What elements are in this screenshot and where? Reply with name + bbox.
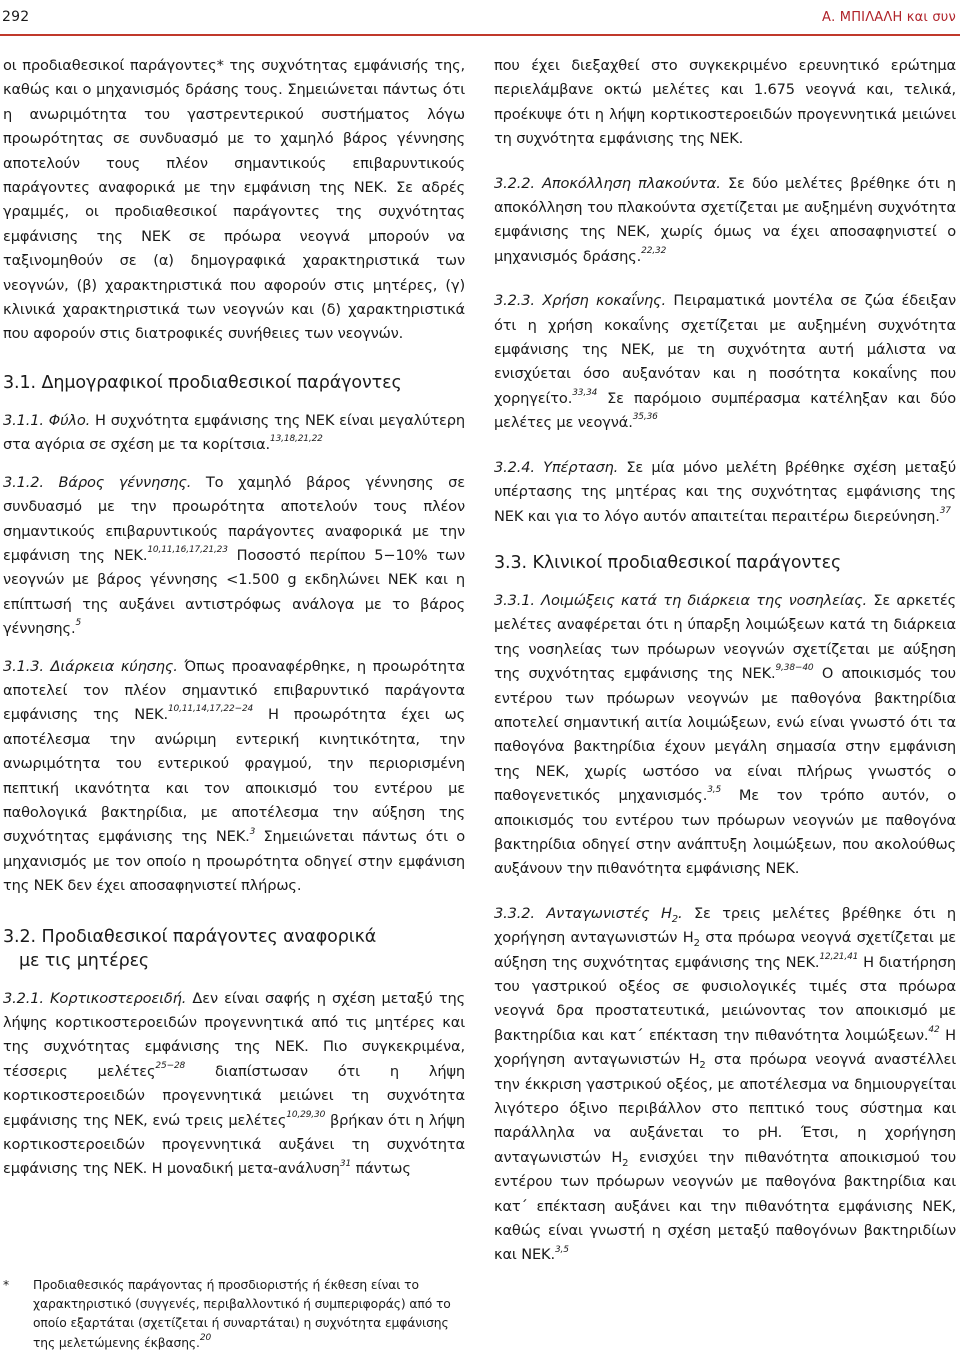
text-3-2-1c: βρήκαν ότι η λήψη κορτικοστεροειδών προγεννητικά αυξάνει τη συχνότητα εμφάνισης της ΝΕΚ. Η μοναδική μετα-ανάλυση <box>3 1111 465 1178</box>
citation: 12,21,41 <box>819 951 859 962</box>
citation: 33,34 <box>572 388 598 399</box>
paragraph-3-2-4 <box>494 456 956 529</box>
text-3-3-1b: Ο αποικισμός του εντέρου των πρόωρων νεογνών με παθογόνα βακτηρίδια αποτελεί σημαντική αιτία λοιμώξεων, ενώ είναι γνωστό ότι τα παθογόνα βακτηρίδια έχουν μεγάλη σημασία στην εμφάνιση της ΝΕΚ, χωρίς ωστόσο να είναι πλήρως γνωστός ο παθογενετικός μηχανισμός. <box>494 665 956 805</box>
section-heading-3-2-line1: 3.2. Προδιαθεσικοί παράγοντες αναφορικά <box>3 926 377 947</box>
header-rule <box>0 34 960 36</box>
citation: 10,11,14,17,22−24 <box>167 704 254 715</box>
footnote-body: Προδιαθεσικός παράγοντας ή προσδιοριστής ή έκθεση είναι το χαρακτηριστικό (συγγενές, περιβαλλοντικό ή συμπεριφοράς) από το οποίο εξαρτάται (σχετίζεται ή συναρτάται) η συχνότητα εμφάνισης της μελετώμενης έκβασης. <box>33 1278 451 1350</box>
paragraph-3-2-1 <box>3 987 465 1182</box>
citation: 37 <box>939 505 951 516</box>
section-heading-3-2 <box>3 925 465 973</box>
paragraph-3-3-2 <box>494 902 956 1268</box>
text-3-2-3a: Πειραματικά μοντέλα σε ζώα έδειξαν ότι η χρήση κοκαΐνης σχετίζεται με αυξημένη συχνότητα εμφάνισης της ΝΕΚ, με τη συχνότητα αυτή μάλιστα να ενισχύεται όσο αυξανόταν και η ποσότητα κοκαΐνης που χορηγείτο. <box>494 292 956 407</box>
section-heading-3-3: 3.3. Κλινικοί προδιαθεσικοί παράγοντες <box>494 552 842 573</box>
footnote <box>3 1276 465 1353</box>
intro-text-2: Σε αδρές γραμμές, οι προδιαθεσικοί παράγοντες της συχνότητας εμφάνισης της ΝΕΚ σε πρόωρα νεογνά μπορούν να ταξινομηθούν σε (α) δημογραφικά χαρακτηριστικά των νεογνών, (β) χαρακτηριστικά που αφορούν στις μητέρες, (γ) κλινικά χαρακτηριστικά των νεογνών και (δ) χαρακτηριστικά που αφορούν στις διατροφικές συνήθειες των νεογνών. <box>3 179 465 343</box>
citation: 5 <box>75 618 82 629</box>
text-3-2-3b: Σε παρόμοιο συμπέρασμα κατέληξαν και δύο μελέτες με νεογνά. <box>494 389 956 432</box>
paragraph-3-1-1 <box>3 409 465 458</box>
text-3-3-2e: στα πρόωρα νεογνά αναστέλλει την έκκριση γαστρικού οξέος, με αποτέλεσμα να δημιουργείται λιγότερο όξινο περιβάλλον στο πεπτικό τους σύστημα και παράλληλα να αυξάνεται το pH. Έτσι, η χορήγηση ανταγωνιστών Η <box>494 1051 956 1166</box>
citation: 13,18,21,22 <box>270 434 323 445</box>
text-3-3-2f: ενισχύει την πιθανότητα αποικισμού του εντέρου των πρόωρων νεογνών με παθογόνα βακτηρίδια και κατ΄ επέκταση αυξάνει και την πιθανότητα εμφάνισης ΝΕΚ, καθώς είναι γνωστή η σχέση μεταξύ παθογόνων βακτηριδίων και ΝΕΚ. <box>494 1148 957 1264</box>
citation: 10,11,16,17,21,23 <box>147 545 228 556</box>
subheading-3-1-3: 3.1.3. Διάρκεια κύησης. <box>3 657 178 675</box>
text-3-2-1d: πάντως <box>351 1160 411 1178</box>
text-3-3-2d: Η χορήγηση ανταγωνιστών Η <box>494 1026 956 1069</box>
text-3-3-2a: Σε τρεις μελέτες βρέθηκε ότι η χορήγηση ανταγωνιστών Η <box>494 904 956 947</box>
subheading-3-2-2: 3.2.2. Αποκόλληση πλακούντα. <box>494 174 721 192</box>
text-3-2-1a: Δεν είναι σαφής η σχέση μεταξύ της λήψης κορτικοστεροειδών προγεννητικά από τις μητέρες και της συχνότητας εμφάνισης της ΝΕΚ. Πιο συγκεκριμένα, τέσσερις μελέτες <box>3 989 466 1080</box>
subheading-3-2-3: 3.2.3. Χρήση κοκαΐνης. <box>494 292 666 310</box>
section-heading-3-2-line2: με τις μητέρες <box>19 950 150 971</box>
intro-text-1: οι προδιαθεσικοί παράγοντες* της συχνότητας εμφάνισής της, καθώς και ο μηχανισμός δράσης τους. Σημειώνεται πάντως ότι η ανωριμότητα του γαστρεντερικού συστήματος λόγω προωρότητας σε συνδυασμό με το χαμηλό βάρος γέννησης αποτελούν τους πλέον σημαντικούς επιβαρυντικούς παράγοντες αναφορικά με την εμφάνιση της ΝΕΚ. <box>3 57 465 197</box>
right-column <box>494 54 956 1268</box>
text-3-3-2c: Η διατήρηση του γαστρικού οξέος σε φυσιολογικές τιμές στα πρόωρα νεογνά δρα προστατευτικά, μειώνοντας τον αποικισμό με βακτηρίδια και κατ΄ επέκταση την πιθανότητα λοιμώξεων. <box>494 953 956 1044</box>
subheading-3-3-2 <box>494 904 683 925</box>
subscript: 2 <box>693 938 700 950</box>
paragraph-3-2-2 <box>494 172 956 270</box>
citation: 35,36 <box>632 412 658 423</box>
citation: 9,38−40 <box>775 663 814 674</box>
citation: 31 <box>339 1158 352 1169</box>
subheading-3-3-2-text: 3.3.2. Ανταγωνιστές Η <box>494 904 672 922</box>
text-3-3-1c: Με τον τρόπο αυτόν, ο αποικισμός του εντέρου των πρόωρων νεογνών με παθογόνα βακτηρίδια οδηγεί στην ανάπτυξη λοιμώξεων, που ακολούθως αυξάνουν την πιθανότητα εμφάνισης ΝΕΚ. <box>494 787 956 878</box>
citation: 10,29,30 <box>286 1109 326 1120</box>
footnote-text <box>3 1276 465 1353</box>
citation: 20 <box>199 1332 212 1343</box>
paragraph-3-1-3 <box>3 655 465 899</box>
text-3-1-3a: Όπως προαναφέρθηκε, η προωρότητα αποτελεί τον πλέον σημαντικό επιβαρυντικό παράγοντα εμφάνισης της ΝΕΚ. <box>3 657 466 724</box>
footnote-mark: * <box>3 1278 10 1292</box>
citation: 3 <box>249 826 256 837</box>
paragraph-3-2-3 <box>494 289 956 435</box>
text-3-3-2b: στα πρόωρα νεογνά σχετίζεται με αύξηση της συχνότητας εμφάνισης της ΝΕΚ. <box>494 929 956 971</box>
text-3-1-2b: Ποσοστό περίπου 5−10% των νεογνών με βάρος γέννησης <1.500 g εκδηλώνει ΝΕΚ και η επίπτωσή της αυξάνει αντιστρόφως ανάλογα με το βάρος γέννησης. <box>3 546 465 638</box>
page-number: 292 <box>2 9 30 25</box>
subheading-3-1-2: 3.1.2. Βάρος γέννησης. <box>3 473 192 491</box>
text-3-1-3c: Σημειώνεται πάντως ότι ο μηχανισμός με τον οποίο η προωρότητα οδηγεί στην εμφάνιση της ΝΕΚ δεν έχει αποσαφηνιστεί πλήρως. <box>3 828 465 895</box>
text-3-1-1: Η συχνότητα εμφάνισης της ΝΕΚ είναι μεγαλύτερη στα αγόρια σε σχέση με τα κορίτσια. <box>3 411 465 454</box>
running-author: Α. ΜΠΙΛΑΛΗ και συν <box>822 9 956 25</box>
left-column <box>3 54 465 1182</box>
text-3-3-1a: Σε αρκετές μελέτες αναφέρεται ότι η ύπαρξη λοιμώξεων κατά τη διάρκεια της νοσηλείας των πρόωρων νεογνών σχετίζεται με αύξηση της συχνότητας εμφάνισης της ΝΕΚ. <box>494 591 956 683</box>
subheading-3-2-4: 3.2.4. Υπέρταση. <box>494 458 619 476</box>
subheading-3-2-1: 3.2.1. Κορτικοστεροειδή. <box>3 989 187 1007</box>
citation: 42 <box>928 1024 940 1035</box>
paragraph-3-3-1 <box>494 589 956 882</box>
citation: 22,32 <box>641 245 667 256</box>
subheading-3-1-1: 3.1.1. Φύλο. <box>3 411 91 429</box>
citation: 25−28 <box>155 1060 186 1071</box>
subscript: 2 <box>622 1157 629 1169</box>
subscript: 2 <box>671 913 678 925</box>
running-header <box>0 0 960 34</box>
subheading-3-3-1: 3.3.1. Λοιμώξεις κατά τη διάρκεια της νοσηλείας. <box>494 591 868 609</box>
intro-paragraph <box>3 54 465 347</box>
subscript: 2 <box>699 1060 706 1072</box>
citation: 3,5 <box>707 785 722 796</box>
paragraph-3-1-2 <box>3 471 465 642</box>
text-3-2-1b: διαπίστωσαν ότι η λήψη κορτικοστεροειδών προγεννητικά μειώνει τη συχνότητα εμφάνισης της ΝΕΚ, ενώ τρεις μελέτες <box>3 1062 465 1129</box>
text-3-1-3b: Η προωρότητα έχει ως αποτέλεσμα την ανώριμη εντερική κινητικότητα, την ανωριμότητα του εντερικού φραγμού, την περιορισμένη πεπτική ικανότητα και τον αποικισμό του εντέρου με παθολογικά βακτηρίδια, με αποτέλεσμα την αύξηση της συχνότητας εμφάνισης της ΝΕΚ. <box>3 706 465 846</box>
paragraph-3-2-1-continued: που έχει διεξαχθεί στο συγκεκριμένο ερευνητικό ερώτημα περιελάμβανε οκτώ μελέτες και 1.675 νεογνά και, τελικά, προέκυψε ότι η λήψη κορτικοστεροειδών προγεννητικά μειώνει τη συχνότητα εμφάνισης της ΝΕΚ. <box>494 57 956 148</box>
text-3-1-2a: Το χαμηλό βάρος γέννησης σε συνδυασμό με την προωρότητα αποτελούν τους πλέον σημαντικούς επιβαρυντικούς παράγοντες αναφορικά με την εμφάνιση της ΝΕΚ. <box>3 473 466 564</box>
section-heading-3-1: 3.1. Δημογραφικοί προδιαθεσικοί παράγοντες <box>3 372 402 393</box>
text-3-2-2: Σε δύο μελέτες βρέθηκε ότι η αποκόλληση του πλακούντα σχετίζεται με αυξημένη συχνότητα εμφάνισης της ΝΕΚ, χωρίς όμως να έχει αποσαφηνιστεί ο μηχανισμός δράσης. <box>494 174 956 265</box>
citation: 3,5 <box>554 1244 569 1255</box>
subheading-3-3-2-end: . <box>678 904 683 922</box>
text-3-2-4: Σε μία μόνο μελέτη βρέθηκε σχέση μεταξύ υπέρτασης της μητέρας και της συχνότητας εμφάνισης της ΝΕΚ και για το λόγο αυτόν απαιτείται περαιτέρω διερεύνηση. <box>494 458 956 525</box>
